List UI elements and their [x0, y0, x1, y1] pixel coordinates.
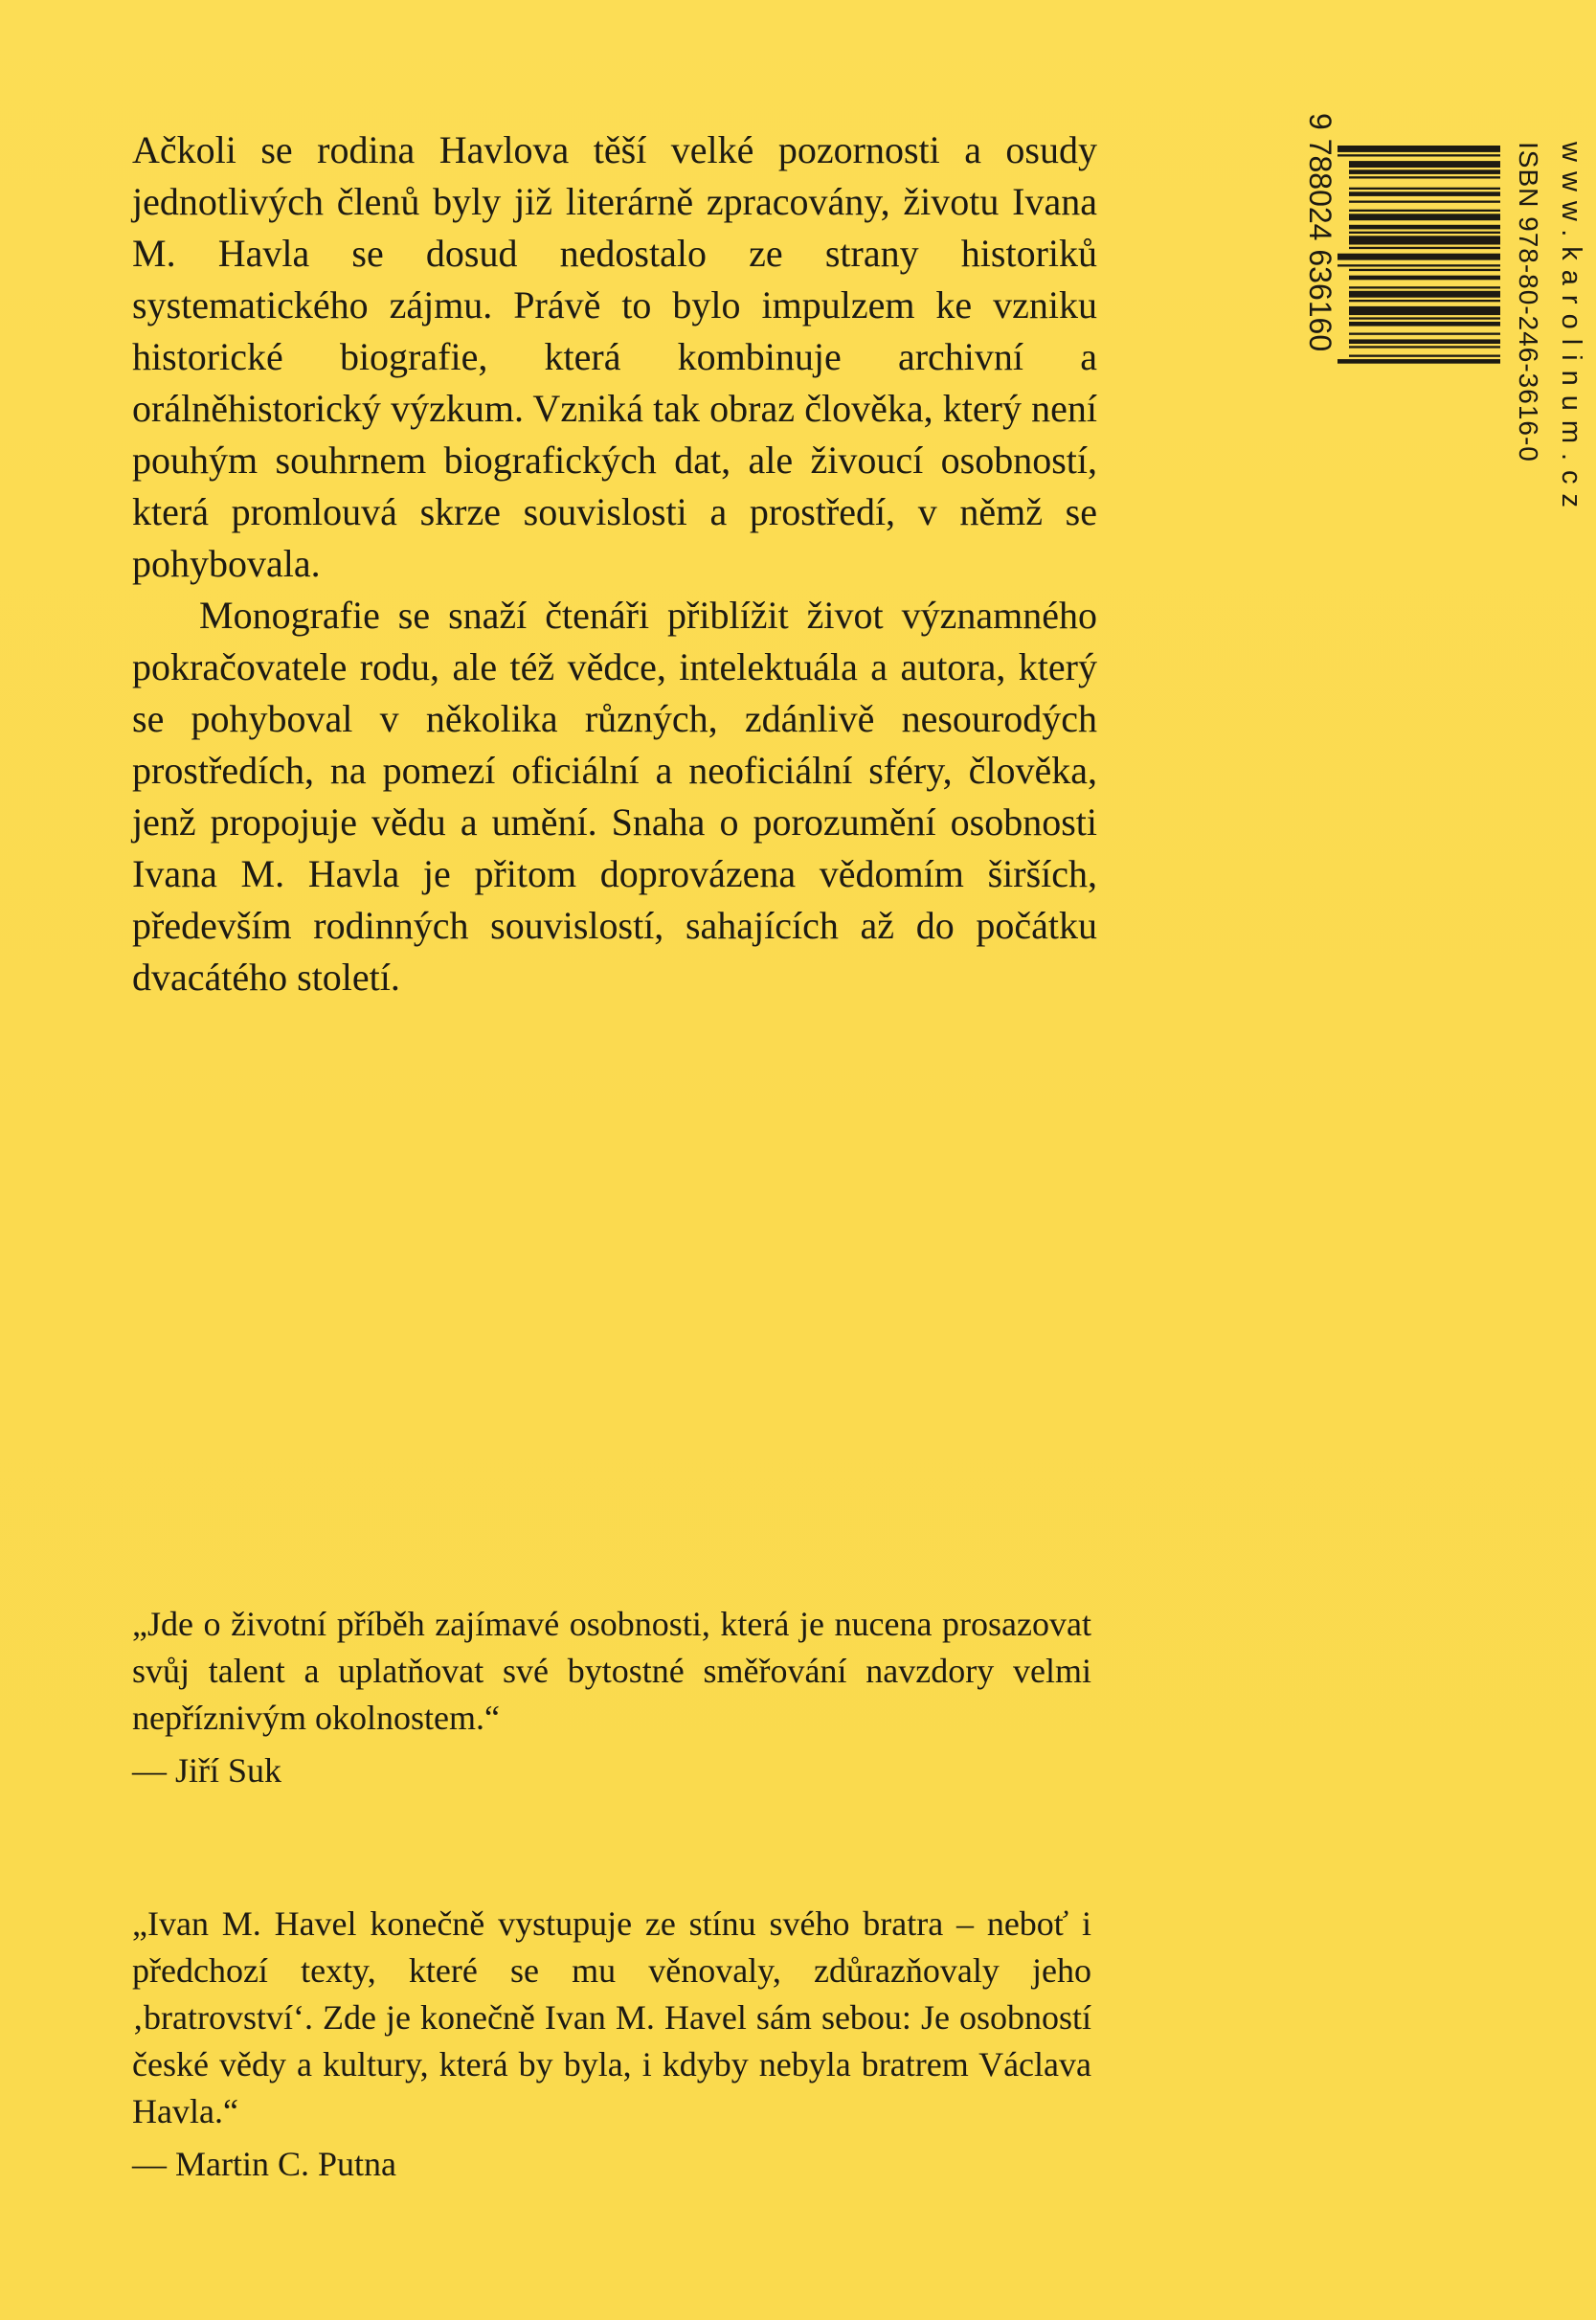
barcode-bar — [1349, 191, 1500, 196]
barcode-bar — [1349, 346, 1500, 348]
barcode-bar — [1349, 269, 1500, 271]
barcode-bar — [1349, 322, 1500, 327]
blurb — [132, 124, 1097, 1003]
barcode-bar — [1349, 276, 1500, 281]
barcode-bar — [1349, 247, 1500, 249]
publisher-website: www.karolinum.cz — [1556, 142, 1586, 518]
barcode-bar — [1349, 236, 1500, 244]
barcode-bar — [1349, 210, 1500, 212]
barcode-bar — [1337, 154, 1500, 156]
barcode-bar — [1349, 169, 1500, 174]
quote-author: — Martin C. Putna — [132, 2145, 396, 2183]
blurb-paragraph: Monografie se snaží čtenáři přiblížit život významného pokračovatele rodu, ale též vědce, intelektuála a autora, který se pohyboval v několika různých, zdánlivě nesourodých prostředích, na pomezí oficiální a neoficiální sféry, člověka, jenž propojuje vědu a umění. Snaha o porozumění osobnosti Ivana M. Havla je přitom doprovázena vědomím širších, především rodinných souvislostí, sahajících až do počátku dvacátého století. — [132, 594, 1097, 999]
barcode-bar — [1349, 355, 1500, 357]
barcode-bar — [1349, 188, 1500, 190]
barcode-bar — [1337, 254, 1500, 260]
barcode-bar — [1349, 201, 1500, 203]
barcode-bar — [1349, 161, 1500, 168]
barcode-bar — [1349, 286, 1500, 288]
quote-author: — Jiří Suk — [132, 1751, 282, 1790]
barcode-bar — [1349, 225, 1500, 230]
isbn-label: ISBN 978-80-246-3616-0 — [1514, 142, 1543, 462]
barcode-bar — [1349, 176, 1500, 178]
imprint-strip — [1303, 0, 1596, 518]
blurb-paragraph: Ačkoli se rodina Havlova těší velké pozornosti a osudy jednotlivých členů byly již literárně zpracovány, životu Ivana M. Havla se dosud nedostalo ze strany historiků systematického zájmu. Právě to bylo impulzem ke vzniku historické biografie, která kombinuje archivní a orálněhistorický výzkum. Vzniká tak obraz člověka, který není pouhým souhrnem biografických dat, ale živoucí osobností, která promlouvá skrze souvislosti a prostředí, v němž se pohybovala. — [132, 128, 1097, 585]
barcode-bar — [1349, 306, 1500, 315]
barcode-bar — [1337, 359, 1500, 364]
barcode-bar — [1337, 264, 1500, 266]
quote-text: „Jde o životní příběh zajímavé osobnosti, která je nucena prosazovat svůj talent a uplatňovat své bytostné směřování navzdory velmi nepříznivým okolnostem.“ — [132, 1605, 1091, 1737]
isbn-barcode — [1337, 142, 1500, 472]
barcode-bar — [1349, 232, 1500, 234]
review-quote — [132, 1901, 1091, 2188]
barcode-bar — [1349, 333, 1500, 335]
barcode-bar — [1349, 214, 1500, 220]
barcode-bar — [1349, 300, 1500, 302]
quote-text: „Ivan M. Havel konečně vystupuje ze stínu svého bratra – neboť i předchozí texty, které se mu věnovaly, zdůrazňovaly jeho ‚bratrovství‘. Zde je konečně Ivan M. Havel sám sebou: Je osobností české vědy a kultury, která by byla, i kdyby nebyla bratrem Václava Havla.“ — [132, 1904, 1091, 2130]
review-quote — [132, 1601, 1091, 1794]
barcode-bar — [1349, 339, 1500, 344]
barcode-bar — [1349, 317, 1500, 319]
barcode-bar — [1337, 146, 1500, 152]
barcode-bar — [1349, 291, 1500, 298]
barcode-digits: 9 788024 636160 — [1303, 113, 1337, 352]
